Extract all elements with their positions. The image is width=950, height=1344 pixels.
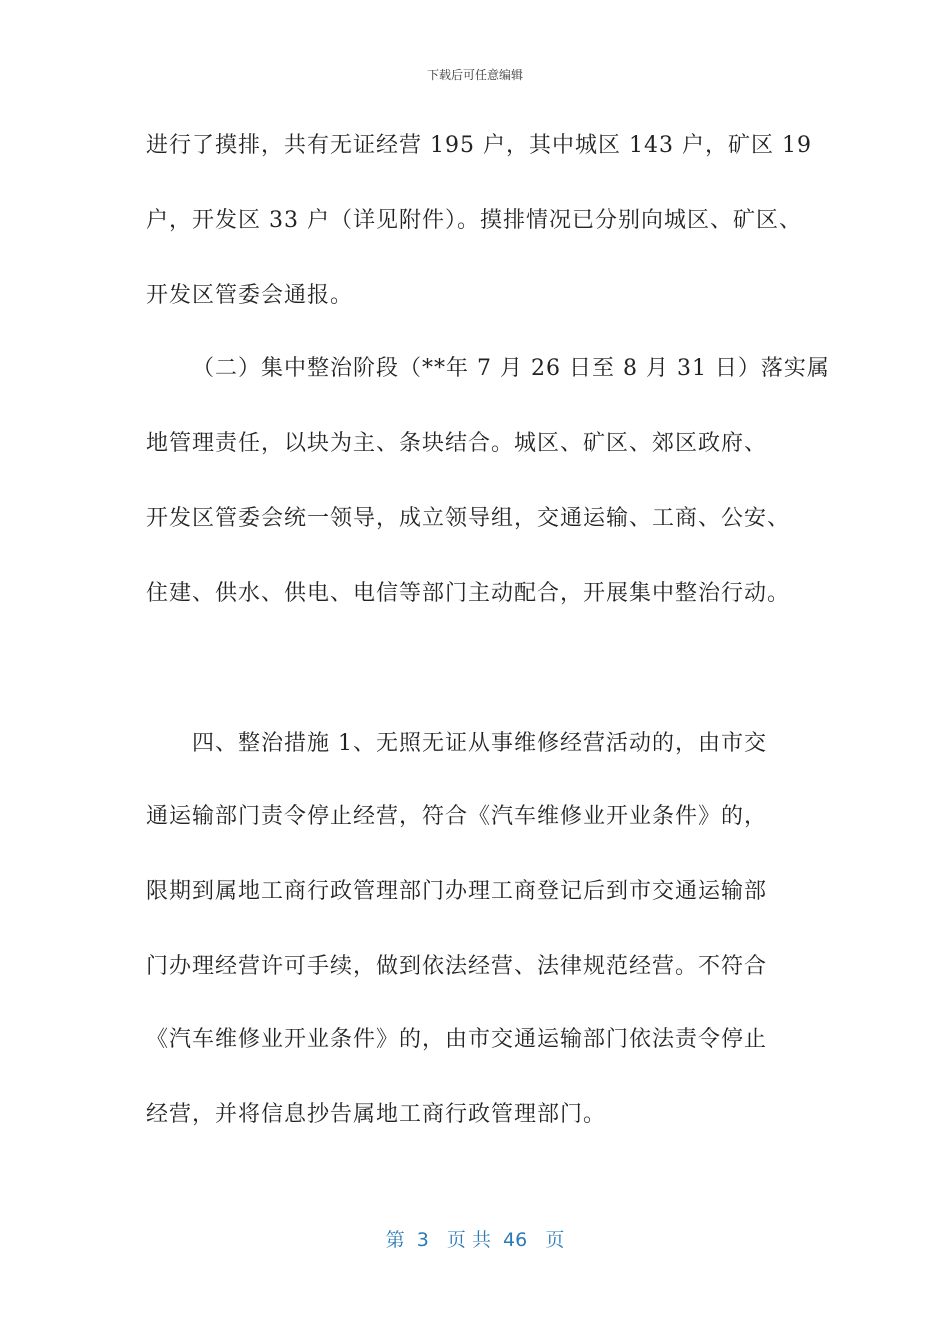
text-line: 门办理经营许可手续，做到依法经营、法律规范经营。不符合 (146, 954, 768, 979)
text-line: 户，开发区 33 户（详见附件）。摸排情况已分别向城区、矿区、 (146, 208, 802, 233)
header-note: 下载后可任意编辑 (426, 68, 523, 82)
text-line: 经营，并将信息抄告属地工商行政管理部门。 (146, 1102, 607, 1127)
text-line: 开发区管委会统一领导，成立领导组，交通运输、工商、公安、 (146, 506, 791, 531)
text-line: 地管理责任，以块为主、条块结合。城区、矿区、郊区政府、 (146, 431, 768, 456)
text-line: 四、整治措施 1、无照无证从事维修经营活动的，由市交 (192, 731, 767, 756)
text-line: 开发区管委会通报。 (146, 283, 354, 308)
text-line: 通运输部门责令停止经营，符合《汽车维修业开业条件》的， (146, 804, 768, 829)
text-line: （二）集中整治阶段（**年 7 月 26 日至 8 月 31 日）落实属 (192, 356, 830, 381)
text-line: 限期到属地工商行政管理部门办理工商登记后到市交通运输部 (146, 879, 768, 904)
page-number: 第 3 页 共 46 页 (385, 1229, 565, 1251)
text-line: 进行了摸排，共有无证经营 195 户，其中城区 143 户，矿区 19 (146, 133, 812, 158)
text-line: 《汽车维修业开业条件》的，由市交通运输部门依法责令停止 (146, 1027, 768, 1052)
text-line: 住建、供水、供电、电信等部门主动配合，开展集中整治行动。 (146, 581, 791, 606)
